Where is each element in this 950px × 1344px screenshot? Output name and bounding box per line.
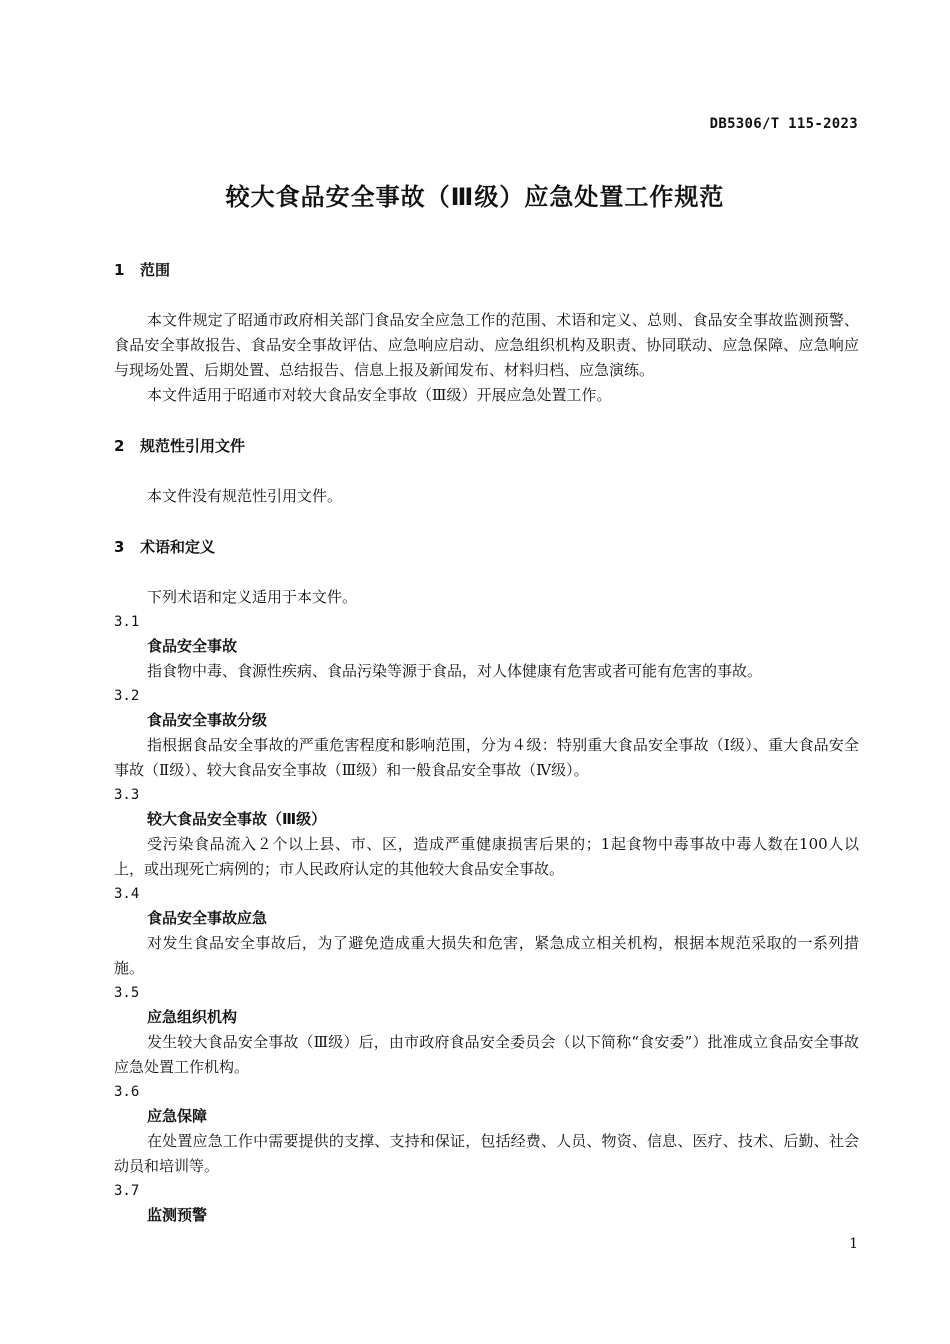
term-entry [114, 783, 859, 882]
document-code: DB5306/T 115-2023 [709, 116, 858, 132]
term-definition: 发生较大食品安全事故（Ⅲ级）后，由市政府食品安全委员会（以下简称“食安委”）批准成立食品安全事故应急处置工作机构。 [114, 1033, 859, 1076]
paragraph: 本文件适用于昭通市对较大食品安全事故（Ⅲ级）开展应急处置工作。 [147, 386, 612, 404]
section-number: 3 [114, 538, 125, 556]
term-name: 监测预警 [147, 1206, 208, 1224]
paragraph: 本文件规定了昭通市政府相关部门食品安全应急工作的范围、术语和定义、总则、食品安全事故监测预警、食品安全事故报告、食品安全事故评估、应急响应启动、应急组织机构及职责、协同联动、应急保障、应急响应与现场处置、后期处置、总结报告、信息上报及新闻发布、材料归档、应急演练。 [114, 311, 859, 379]
term-name: 应急组织机构 [147, 1008, 238, 1026]
term-number: 3.3 [114, 787, 140, 803]
section-title: 规范性引用文件 [140, 437, 246, 455]
term-entry [114, 882, 859, 981]
term-name: 食品安全事故 [147, 637, 238, 655]
term-definition: 对发生食品安全事故后，为了避免造成重大损失和危害，紧急成立相关机构，根据本规范采取的一系列措施。 [114, 934, 859, 977]
term-number: 3.5 [114, 985, 140, 1001]
paragraph: 本文件没有规范性引用文件。 [147, 487, 343, 505]
term-definition: 指根据食品安全事故的严重危害程度和影响范围，分为４级：特别重大食品安全事故（Ⅰ级）、重大食品安全事故（Ⅱ级）、较大食品安全事故（Ⅲ级）和一般食品安全事故（Ⅳ级）。 [114, 736, 859, 779]
term-number: 3.7 [114, 1183, 140, 1199]
section-heading-2 [114, 434, 859, 458]
section-title: 术语和定义 [140, 538, 216, 556]
section-number: 2 [114, 437, 125, 455]
paragraph: 下列术语和定义适用于本文件。 [147, 588, 358, 606]
term-entry [114, 684, 859, 783]
term-name: 应急保障 [147, 1107, 208, 1125]
term-number: 3.4 [114, 886, 140, 902]
term-entry [114, 610, 859, 684]
term-definition: 受污染食品流入２个以上县、市、区，造成严重健康损害后果的；1起食物中毒事故中毒人数在100人以上，或出现死亡病例的；市人民政府认定的其他较大食品安全事故。 [114, 835, 859, 878]
term-name: 较大食品安全事故（Ⅲ级） [147, 810, 327, 828]
section-title: 范围 [140, 261, 171, 279]
term-name: 食品安全事故分级 [147, 711, 268, 729]
section-number: 1 [114, 261, 125, 279]
term-number: 3.6 [114, 1084, 140, 1100]
term-number: 3.1 [114, 614, 140, 630]
document-title: 较大食品安全事故（Ⅲ级）应急处置工作规范 [225, 183, 725, 211]
term-entry [114, 1080, 859, 1179]
document-body [114, 258, 859, 1228]
term-definition: 在处置应急工作中需要提供的支撑、支持和保证，包括经费、人员、物资、信息、医疗、技术、后勤、社会动员和培训等。 [114, 1132, 859, 1175]
term-entry [114, 1179, 859, 1228]
term-name: 食品安全事故应急 [147, 909, 268, 927]
section-heading-3 [114, 535, 859, 559]
term-number: 3.2 [114, 688, 140, 704]
term-entry [114, 981, 859, 1080]
section-heading-1 [114, 258, 859, 282]
page-number: 1 [849, 1236, 858, 1252]
term-definition: 指食物中毒、食源性疾病、食品污染等源于食品，对人体健康有危害或者可能有危害的事故。 [147, 662, 763, 680]
